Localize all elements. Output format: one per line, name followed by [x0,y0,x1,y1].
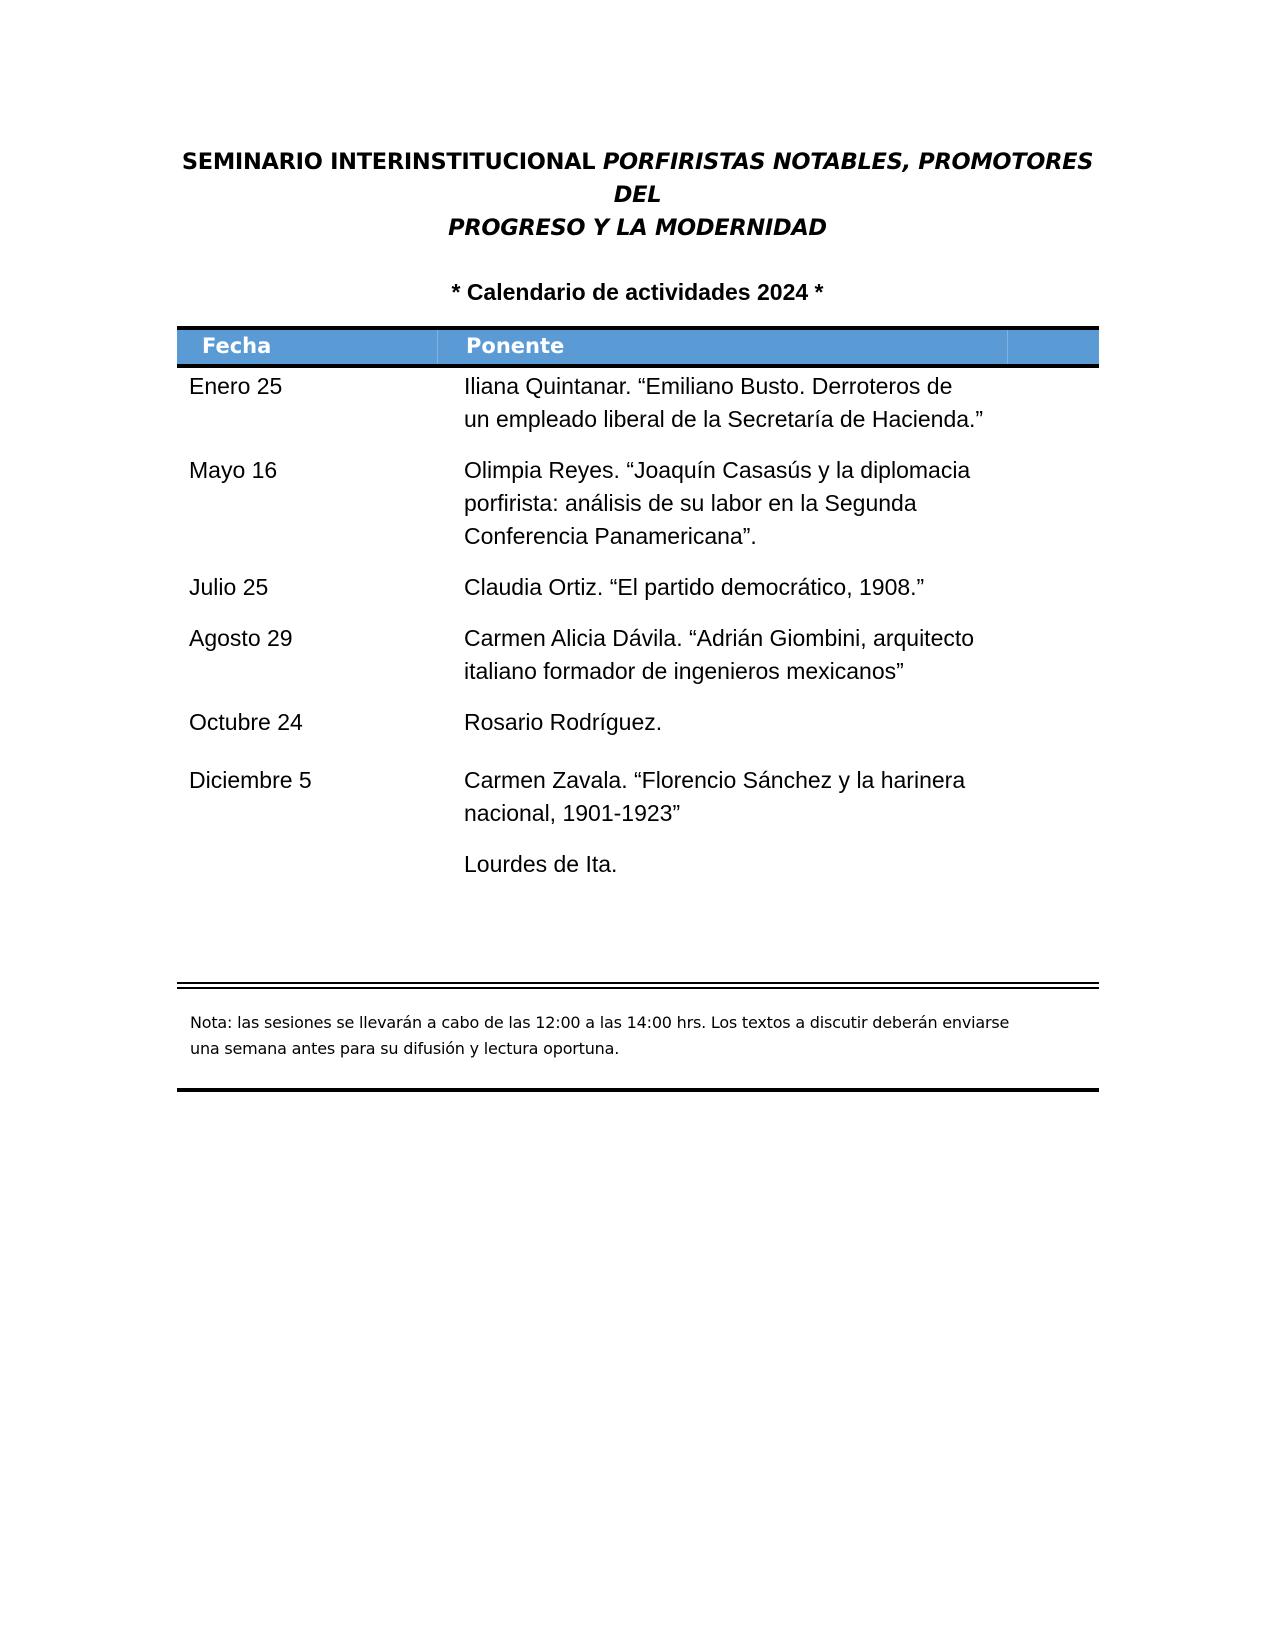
header-divider [437,330,438,364]
title-italic-2: PROGRESO Y LA MODERNIDAD [448,215,827,241]
row-fecha: Agosto 29 [189,625,293,651]
row-ponente: Olimpia Reyes. “Joaquín Casasús y la diplomacia porfirista: análisis de su labor en la Segunda Conferencia Panamericana”. [464,457,971,549]
row-ponente: Carmen Zavala. “Florencio Sánchez y la harinera nacional, 1901-1923” [464,767,966,826]
table-row [177,370,1099,436]
table-header [177,326,1099,368]
table-row [177,764,1099,830]
schedule-table [177,326,1099,881]
row-fecha: Octubre 24 [189,709,303,735]
table-double-rule [177,982,1099,989]
row-fecha: Enero 25 [189,373,283,399]
table-row [177,454,1099,553]
row-ponente: Claudia Ortiz. “El partido democrático, 1908.” [464,574,925,600]
row-fecha: Diciembre 5 [189,767,312,793]
table-row [177,571,1099,604]
row-fecha: Mayo 16 [189,457,278,483]
page-title [180,146,1095,245]
header-fecha: Fecha [202,334,272,358]
header-ponente: Ponente [466,334,565,358]
title-plain: SEMINARIO INTERINSTITUCIONAL [181,149,603,175]
table-row [177,622,1099,688]
title-italic-1: PORFIRISTAS NOTABLES, PROMOTORES DEL [602,149,1094,208]
row-ponente: Lourdes de Ita. [464,851,618,877]
row-fecha: Julio 25 [189,574,269,600]
row-ponente: Iliana Quintanar. “Emiliano Busto. Derroteros de un empleado liberal de la Secretaría de Hacienda.” [464,373,984,432]
table-row [177,848,1099,881]
row-ponente: Carmen Alicia Dávila. “Adrián Giombini, arquitecto italiano formador de ingenieros mexicanos” [464,625,975,684]
row-ponente: Rosario Rodríguez. [464,709,663,735]
header-divider [1007,330,1008,364]
bottom-rule [177,1088,1099,1092]
table-row [177,706,1099,739]
footnote: Nota: las sesiones se llevarán a cabo de las 12:00 a las 14:00 hrs. Los textos a discutir deberán enviarse una semana antes para su difusión y lectura oportuna. [190,1013,1010,1058]
calendar-subtitle: * Calendario de actividades 2024 * [451,279,824,305]
